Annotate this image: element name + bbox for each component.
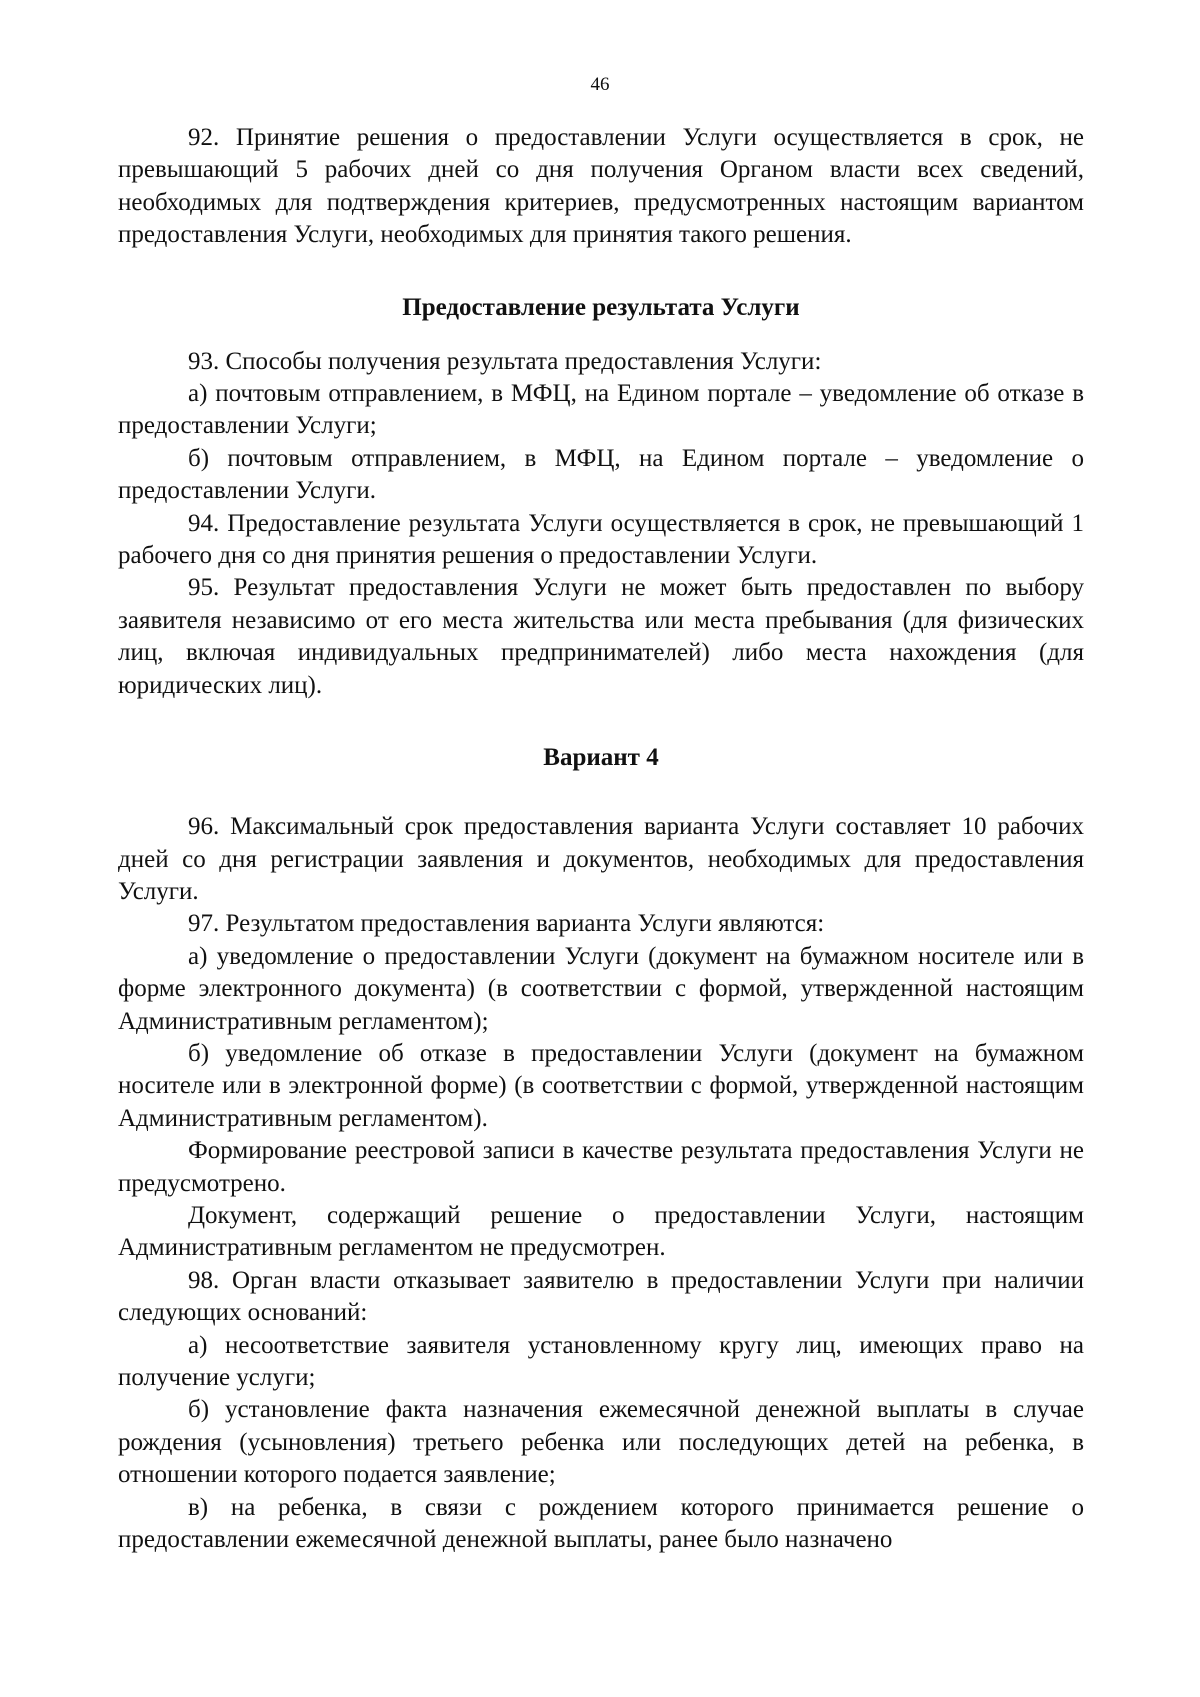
paragraph-97-b: б) уведомление об отказе в предоставлении Услуги (документ на бумажном носителе или в электронной форме) (в соответствии с формой, утвержденной настоящим Административным регламентом). [118,1039,1084,1132]
document-body [118,122,1084,1556]
paragraph-98-c: в) на ребенка, в связи с рождением которого принимается решение о предоставлении ежемесячной денежной выплаты, ранее было назначено [118,1493,1084,1554]
paragraph-93-b: б) почтовым отправлением, в МФЦ, на Едином портале – уведомление о предоставлении Услуги. [118,444,1084,505]
paragraph-registry-record: Формирование реестровой записи в качестве результата предоставления Услуги не предусмотрено. [118,1137,1084,1197]
paragraph-97: 97. Результатом предоставления варианта Услуги являются: [188,910,825,938]
paragraph-98-a: а) несоответствие заявителя установленному кругу лиц, имеющих право на получение услуги; [118,1331,1084,1391]
paragraph-93: 93. Способы получения результата предоставления Услуги: [188,347,822,375]
paragraph-98-b: б) установление факта назначения ежемесячной денежной выплаты в случае рождения (усыновления) третьего ребенка или последующих детей на ребенка, в отношении которого подается заявление; [118,1396,1084,1489]
paragraph-98: 98. Орган власти отказывает заявителю в предоставлении Услуги при наличии следующих оснований: [118,1266,1084,1327]
page-number: 46 [590,74,610,95]
paragraph-93-a: а) почтовым отправлением, в МФЦ, на Едином портале – уведомление об отказе в предоставлении Услуги; [118,380,1084,440]
paragraph-96: 96. Максимальный срок предоставления варианта Услуги составляет 10 рабочих дней со дня регистрации заявления и документов, необходимых для предоставления Услуги. [118,813,1084,905]
section-heading-variant-4: Вариант 4 [543,744,659,772]
paragraph-94: 94. Предоставление результата Услуги осуществляется в срок, не превышающий 1 рабочего дня со дня принятия решения о предоставлении Услуги. [118,509,1084,570]
paragraph-97-a: а) уведомление о предоставлении Услуги (документ на бумажном носителе или в форме электронного документа) (в соответствии с формой, утвержденной настоящим Административным регламентом); [118,942,1084,1035]
paragraph-92: 92. Принятие решения о предоставлении Услуги осуществляется в срок, не превышающий 5 рабочих дней со дня получения Органом власти всех сведений, необходимых для подтверждения критериев, предусмотренных настоящим вариантом предоставления Услуги, необходимых для принятия такого решения. [118,124,1084,249]
section-heading-result: Предоставление результата Услуги [402,293,800,321]
paragraph-95: 95. Результат предоставления Услуги не может быть предоставлен по выбору заявителя независимо от его места жительства или места пребывания (для физических лиц, включая индивидуальных предпринимателей) либо места нахождения (для юридических лиц). [118,574,1084,699]
paragraph-decision-document: Документ, содержащий решение о предоставлении Услуги, настоящим Административным регламентом не предусмотрен. [118,1201,1084,1262]
